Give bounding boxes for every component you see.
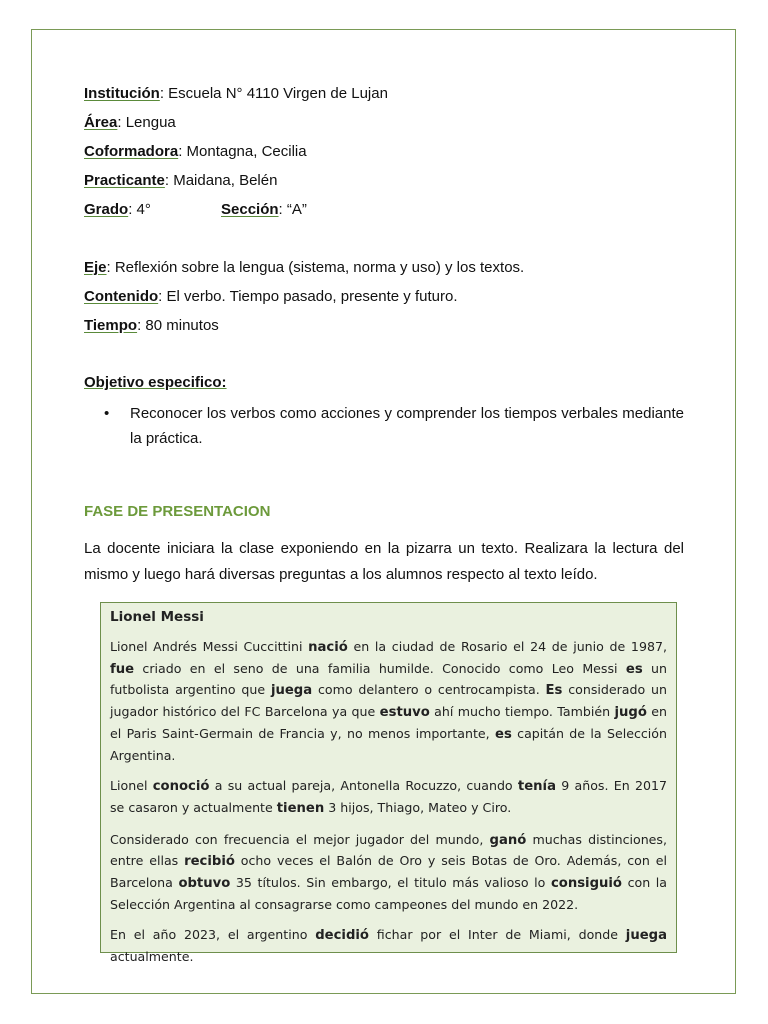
reading-paragraph <box>110 830 667 916</box>
text-segment: 3 hijos, Thiago, Mateo y Ciro. <box>324 799 512 815</box>
verb-highlight: estuvo <box>379 705 430 721</box>
label-grado: Grado <box>84 201 129 218</box>
label-area: Área <box>84 114 118 131</box>
reading-paragraph <box>110 925 667 967</box>
field-practicante <box>84 171 684 191</box>
objective-text: Reconocer los verbos como acciones y comprender los tiempos verbales mediante la práctica. <box>130 405 684 447</box>
text-segment: como delantero o centrocampista. <box>312 682 546 698</box>
text-segment: muchas distinciones, entre ellas <box>110 831 667 869</box>
list-item <box>84 401 684 451</box>
value-institucion: : Escuela N° 4110 Virgen de Lujan <box>159 85 388 102</box>
value-grado: : 4° <box>128 201 151 218</box>
text-segment: Lionel <box>110 778 153 794</box>
verb-highlight: ganó <box>489 832 527 848</box>
bullet-icon: • <box>104 405 110 422</box>
verb-highlight: decidió <box>315 928 369 944</box>
text-segment: a su actual pareja, Antonella Rocuzzo, cuando <box>209 778 518 794</box>
text-segment: capitán de la Selección Argentina. <box>110 725 667 763</box>
label-eje: Eje <box>84 259 107 276</box>
verb-highlight: Es <box>545 683 563 699</box>
reading-paragraph <box>110 776 667 819</box>
verb-highlight: es <box>495 726 512 742</box>
label-contenido: Contenido <box>84 288 159 305</box>
text-segment: 35 títulos. Sin embargo, el titulo más valioso lo <box>230 875 551 891</box>
value-tiempo: : 80 minutos <box>137 317 219 334</box>
text-segment: un futbolista argentino que <box>110 660 667 698</box>
value-practicante: : Maidana, Belén <box>164 172 278 189</box>
field-institucion <box>84 84 684 104</box>
objective-title: Objetivo especifico: <box>84 374 227 391</box>
field-tiempo <box>84 316 684 336</box>
verb-highlight: consiguió <box>550 876 622 892</box>
verb-highlight: juega <box>625 928 667 944</box>
field-grado-seccion <box>84 200 684 220</box>
text-segment: criado en el seno de una familia humilde. Conocido como Leo Messi <box>134 660 626 676</box>
text-segment: considerado un jugador histórico del FC Barcelona ya que <box>110 682 667 720</box>
grado-group <box>84 200 221 220</box>
reading-title: Lionel Messi <box>110 609 204 625</box>
field-eje <box>84 258 684 278</box>
verb-highlight: juega <box>270 683 313 699</box>
verb-highlight: fue <box>110 661 135 677</box>
verb-highlight: tienen <box>276 800 325 816</box>
document-body <box>84 84 684 588</box>
field-contenido <box>84 287 684 307</box>
text-segment: actualmente. <box>110 949 194 965</box>
label-institucion: Institución <box>84 85 160 102</box>
text-segment: ahí mucho tiempo. También <box>429 704 615 720</box>
verb-highlight: conoció <box>152 779 210 795</box>
spacer <box>84 345 684 374</box>
reading-text-box <box>100 602 677 965</box>
label-tiempo: Tiempo <box>84 317 138 334</box>
text-segment: en el Paris Saint-Germain de Francia y, no menos importante, <box>110 704 668 741</box>
verb-highlight: jugó <box>614 705 647 721</box>
verb-highlight: tenía <box>517 779 556 795</box>
text-segment: En el año 2023, el argentino <box>110 927 316 943</box>
value-eje: : Reflexión sobre la lengua (sistema, norma y uso) y los textos. <box>106 259 525 276</box>
text-segment: fichar por el Inter de Miami, donde <box>368 927 626 943</box>
text-segment: Lionel Andrés Messi Cuccittini <box>110 639 309 654</box>
field-coformadora <box>84 142 684 162</box>
objective-list <box>84 401 684 451</box>
reading-paragraphs <box>110 637 667 968</box>
text-segment: 9 años. En 2017 se casaron y actualmente <box>110 778 668 815</box>
verb-highlight: es <box>625 661 643 677</box>
phase-intro: La docente iniciara la clase exponiendo en la pizarra un texto. Realizara la lectura del mismo y luego hará diversas preguntas a los alumnos respecto al texto leído. <box>84 540 684 583</box>
value-coformadora: : Montagna, Cecilia <box>178 143 307 160</box>
value-contenido: : El verbo. Tiempo pasado, presente y futuro. <box>158 288 458 305</box>
verb-highlight: recibió <box>184 854 235 870</box>
spacer <box>84 229 684 258</box>
label-practicante: Practicante <box>84 172 165 189</box>
value-seccion: : “A” <box>278 201 307 218</box>
text-segment: con la Selección Argentina al consagrarse como campeones del mundo en 2022. <box>110 875 667 912</box>
text-segment: en la ciudad de Rosario el 24 de junio de 1987, <box>347 639 667 654</box>
verb-highlight: nació <box>308 640 348 655</box>
text-segment: Considerado con frecuencia el mejor jugador del mundo, <box>110 831 490 847</box>
label-coformadora: Coformadora <box>84 143 179 160</box>
phase-title: FASE DE PRESENTACION <box>84 503 271 520</box>
reading-paragraph <box>110 637 667 766</box>
verb-highlight: obtuvo <box>178 876 231 892</box>
text-segment: ocho veces el Balón de Oro y seis Botas de Oro. Además, con el Barcelona <box>110 853 667 891</box>
label-seccion: Sección <box>221 201 279 218</box>
value-area: : Lengua <box>117 114 176 131</box>
field-area <box>84 113 684 133</box>
